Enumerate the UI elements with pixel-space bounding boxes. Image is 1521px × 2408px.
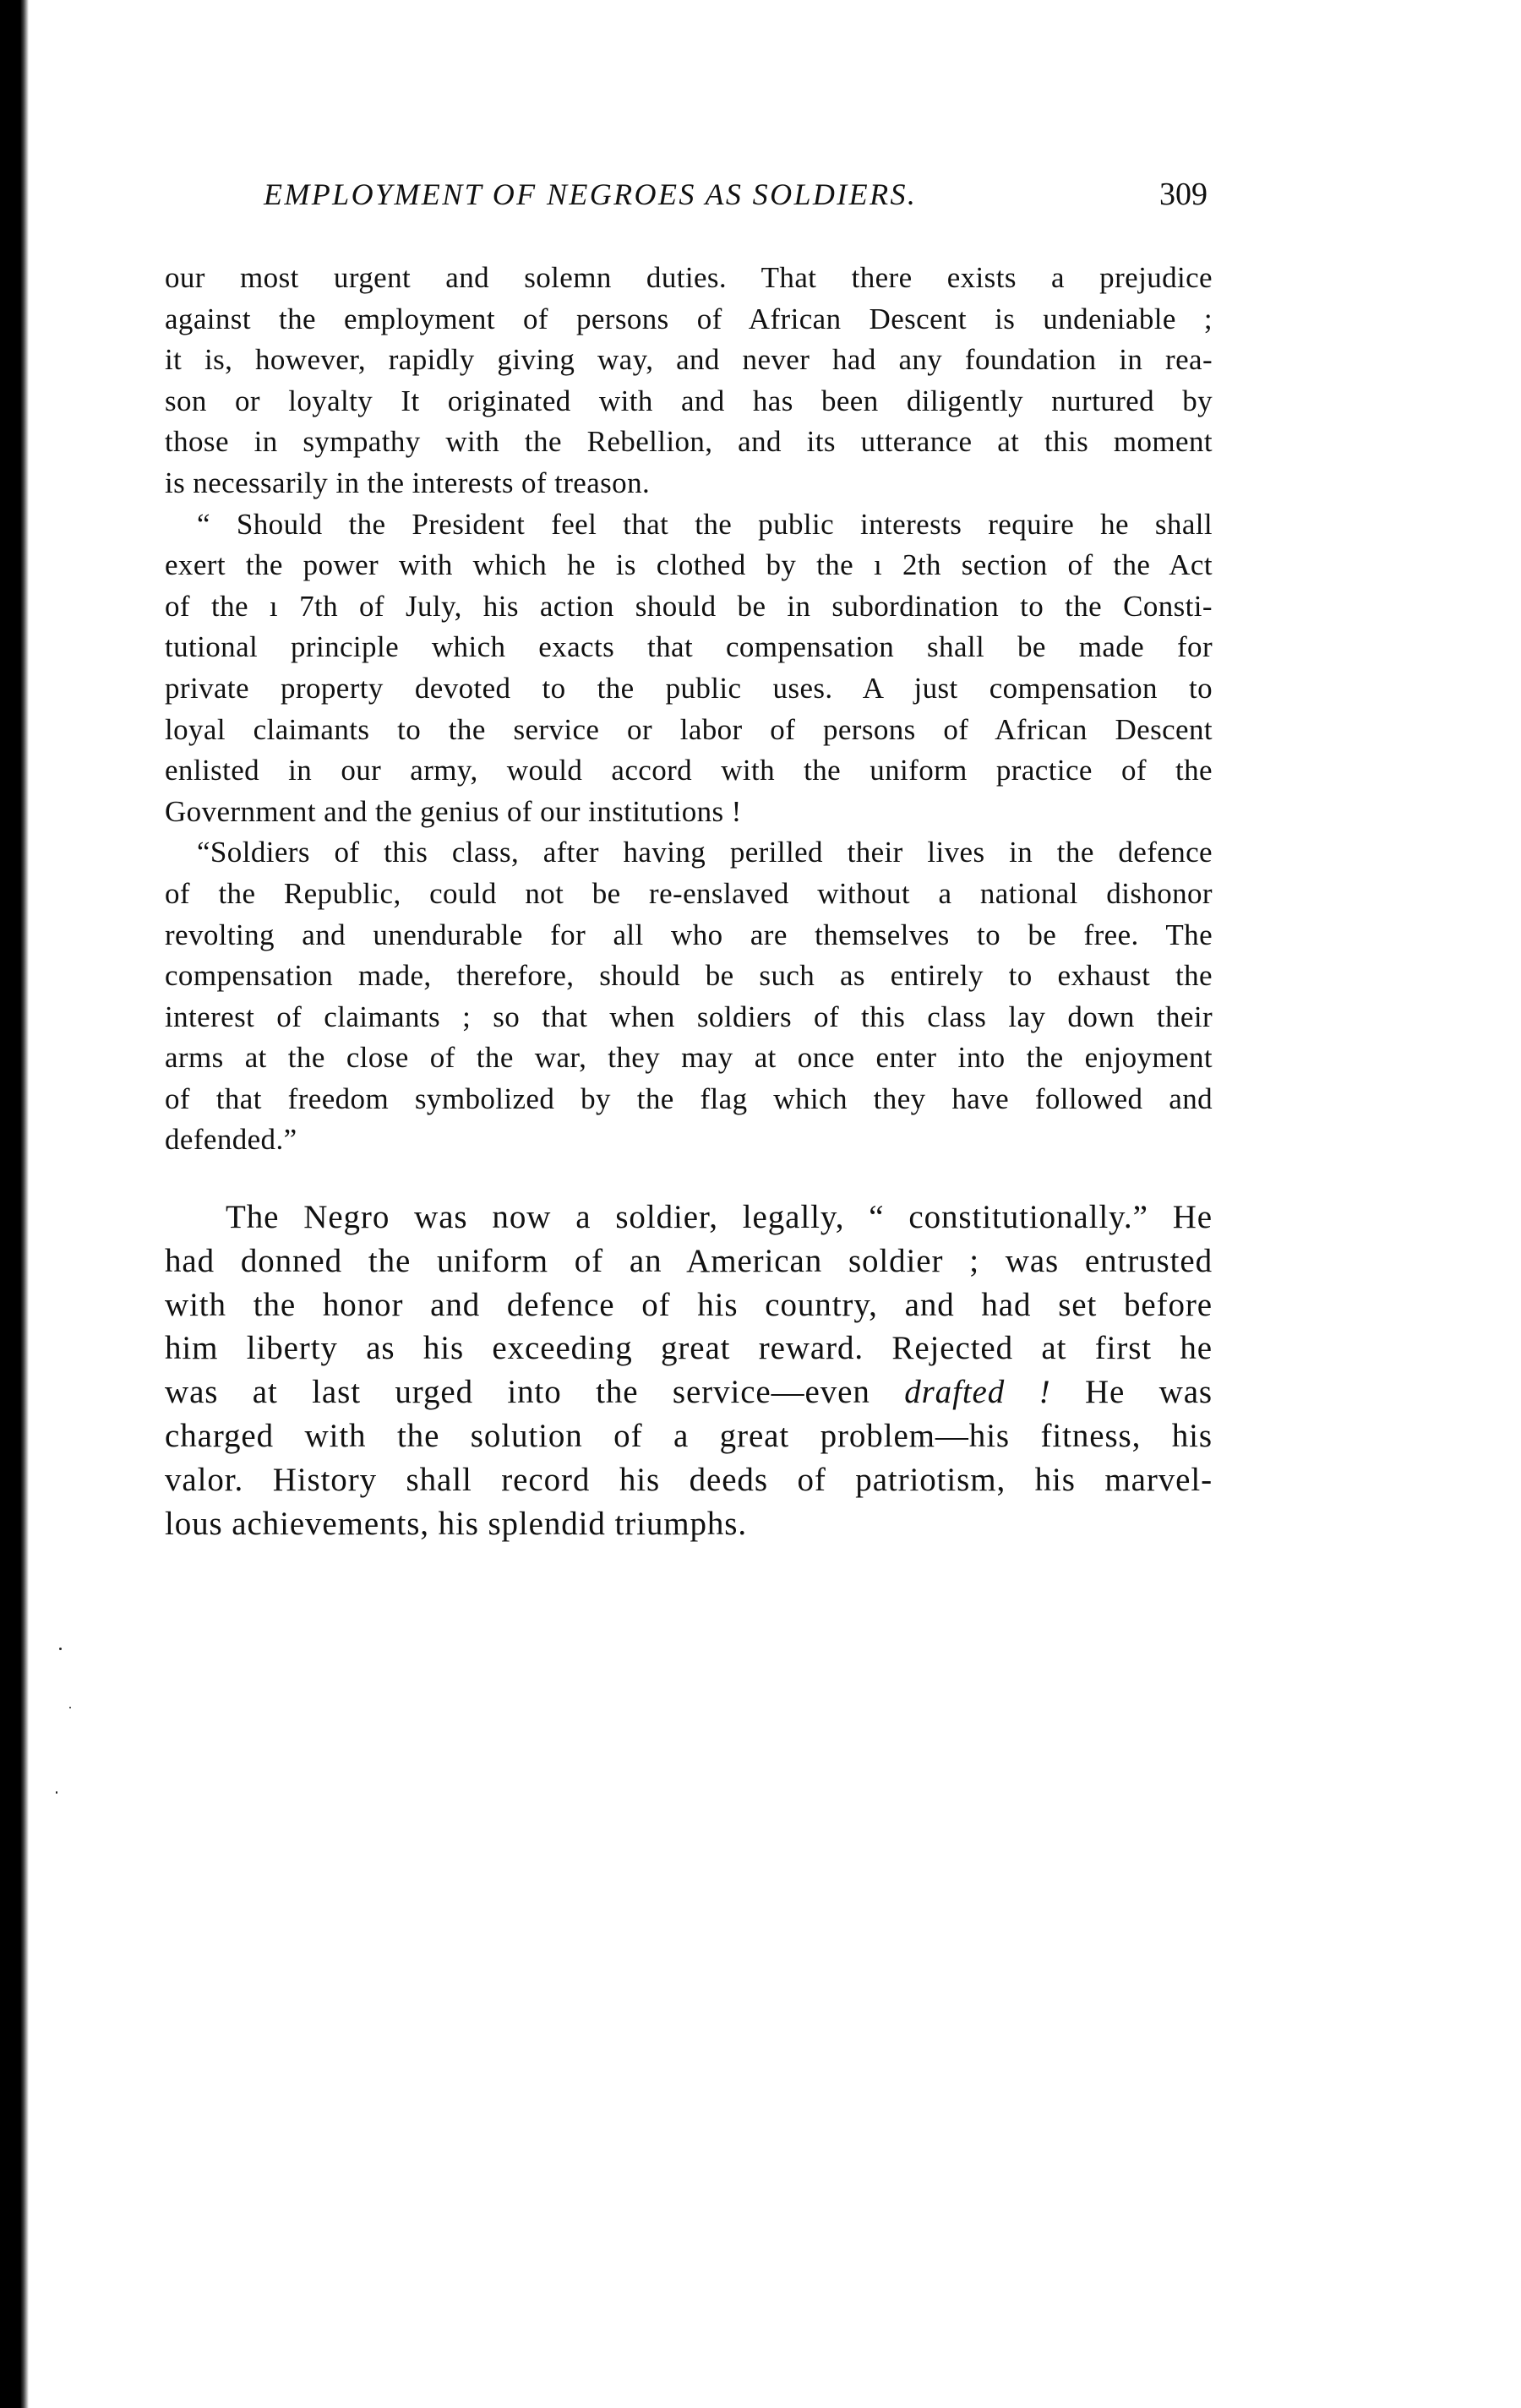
text-line: of the Republic, could not be re-enslaved without a national dishonor (165, 876, 1213, 910)
text-line: of that freedom symbolized by the flag which they have followed and (165, 1081, 1213, 1115)
scan-speck (56, 1791, 57, 1794)
text-line: against the employment of persons of African Descent is undeniable ; (165, 302, 1213, 335)
text-line: “ Should the President feel that the public interests require he shall (197, 507, 1213, 541)
quoted-resolution (165, 258, 1213, 1161)
text-line: is necessarily in the interests of treason. (165, 466, 651, 499)
text-line: had donned the uniform of an American soldier ; was entrusted (165, 1242, 1213, 1279)
text-run: He was (1050, 1374, 1213, 1411)
text-line: with the honor and defence of his country, and had set before (165, 1286, 1213, 1323)
emphasized-word: drafted ! (904, 1374, 1051, 1411)
text-line: exert the power with which he is clothed by the ı 2th section of the Act (165, 548, 1213, 582)
text-line: son or loyalty It originated with and has been diligently nurtured by (165, 384, 1213, 417)
page-number: 309 (1159, 177, 1208, 212)
body-paragraph (165, 1196, 1213, 1545)
text-line: loyal claimants to the service or labor of persons of African Descent (165, 712, 1213, 746)
text-line: those in sympathy with the Rebellion, and its utterance at this moment (165, 425, 1213, 459)
text-line: him liberty as his exceeding great reward. Rejected at first he (165, 1330, 1213, 1367)
text-line: arms at the close of the war, they may at once enter into the enjoyment (165, 1041, 1213, 1075)
text-line: charged with the solution of a great problem—his fitness, his (165, 1417, 1213, 1454)
text-line: interest of claimants ; so that when soldiers of this class lay down their (165, 1000, 1213, 1033)
text-line: defended.” (165, 1123, 297, 1157)
text-run: was at last urged into the service—even (165, 1374, 905, 1411)
text-line: compensation made, therefore, should be such as entirely to exhaust the (165, 959, 1213, 993)
scan-shadow-edge (0, 0, 29, 2408)
text-line: The Negro was now a soldier, legally, “ constitutionally.” He (226, 1199, 1213, 1235)
text-line: “Soldiers of this class, after having perilled their lives in the defence (197, 836, 1213, 869)
text-line: revolting and unendurable for all who are themselves to be free. The (165, 918, 1213, 951)
text-line: our most urgent and solemn duties. That there exists a prejudice (165, 261, 1213, 294)
text-line: of the ı 7th of July, his action should be in subordination to the Consti- (165, 589, 1213, 623)
text-line: valor. History shall record his deeds of patriotism, his marvel- (165, 1461, 1213, 1498)
scan-speck (59, 1648, 62, 1650)
text-line: lous achievements, his splendid triumphs. (165, 1505, 747, 1542)
text-line: enlisted in our army, would accord with the uniform practice of the (165, 754, 1213, 787)
text-line: it is, however, rapidly giving way, and never had any foundation in rea- (165, 343, 1213, 377)
text-line: Government and the genius of our institutions ! (165, 794, 742, 828)
running-head: EMPLOYMENT OF NEGROES AS SOLDIERS. (264, 177, 918, 211)
scan-speck (69, 1707, 71, 1708)
text-line: private property devoted to the public uses. A just compensation to (165, 671, 1213, 705)
text-line: tutional principle which exacts that compensation shall be made for (165, 630, 1213, 664)
text-line-with-italic (165, 1370, 1213, 1414)
